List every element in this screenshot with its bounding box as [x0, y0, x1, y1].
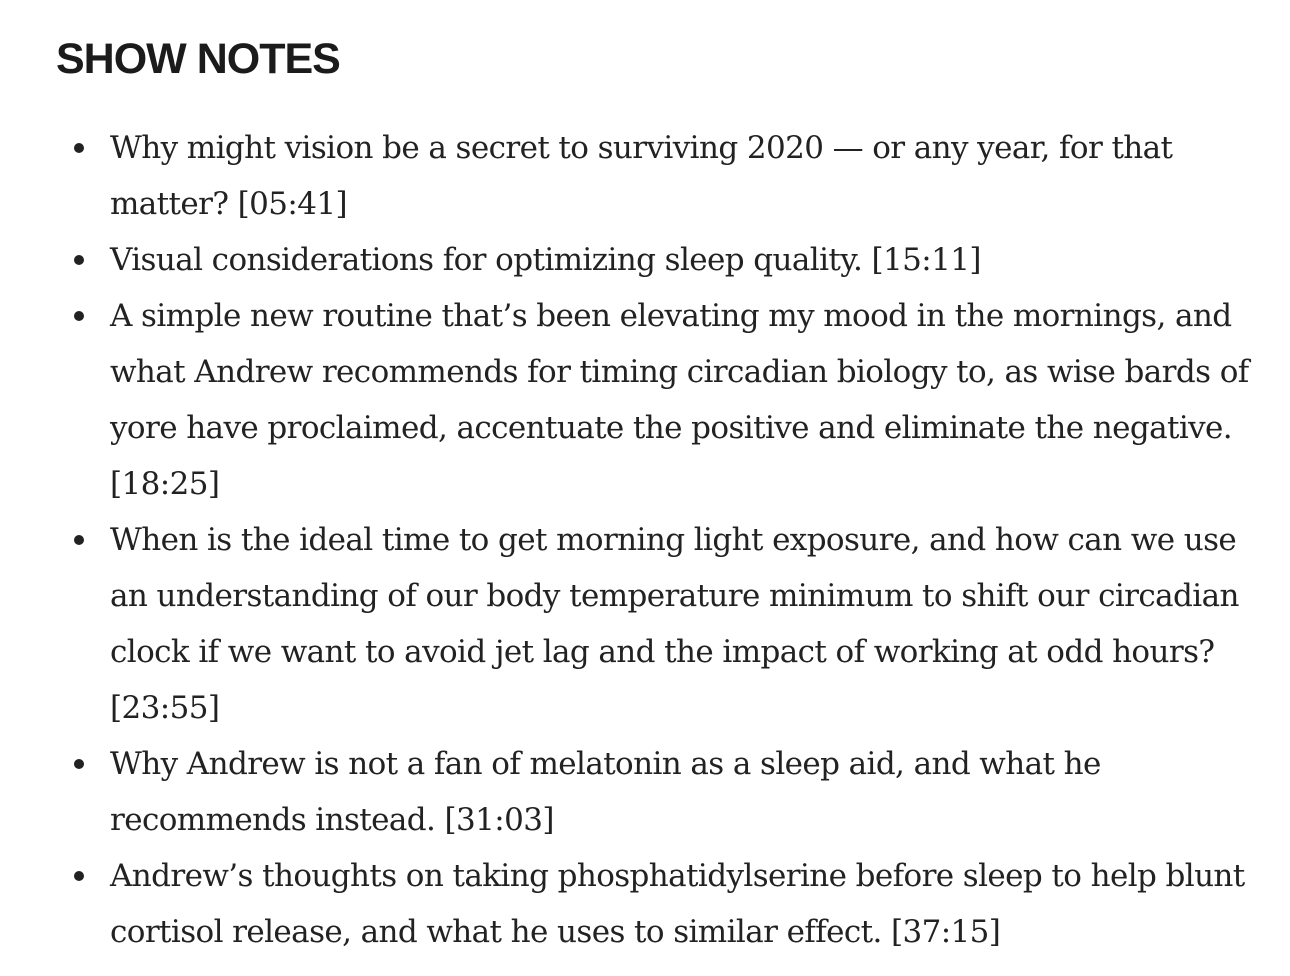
bullet-icon: [74, 255, 84, 265]
bullet-icon: [74, 143, 84, 153]
list-item: [110, 736, 1250, 848]
list-item-text: Why might vision be a secret to surviving 2020 — or any year, for that matter? [05:41]: [110, 129, 1173, 222]
list-item: [110, 848, 1250, 960]
list-item: [110, 120, 1250, 232]
bullet-icon: [74, 759, 84, 769]
list-item-text: When is the ideal time to get morning light exposure, and how can we use an understanding of our body temperature minimum to shift our circadian clock if we want to avoid jet lag and the impact of working at odd hours? [23:55]: [110, 521, 1239, 726]
list-item-text: Why Andrew is not a fan of melatonin as a sleep aid, and what he recommends instead. [31:03]: [110, 745, 1101, 838]
list-item: [110, 232, 1250, 288]
list-item: [110, 288, 1250, 512]
section-heading: SHOW NOTES: [56, 35, 340, 83]
bullet-icon: [74, 871, 84, 881]
bullet-icon: [74, 535, 84, 545]
bullet-icon: [74, 311, 84, 321]
list-item-text: Andrew’s thoughts on taking phosphatidylserine before sleep to help blunt cortisol release, and what he uses to similar effect. [37:15]: [110, 857, 1245, 950]
show-notes-list: [56, 120, 1250, 960]
list-item-text: A simple new routine that’s been elevating my mood in the mornings, and what Andrew recommends for timing circadian biology to, as wise bards of yore have proclaimed, accentuate the positive and eliminate the negative. [18:25]: [110, 297, 1249, 502]
list-item: [110, 512, 1250, 736]
list-item-text: Visual considerations for optimizing sleep quality. [15:11]: [110, 241, 981, 278]
